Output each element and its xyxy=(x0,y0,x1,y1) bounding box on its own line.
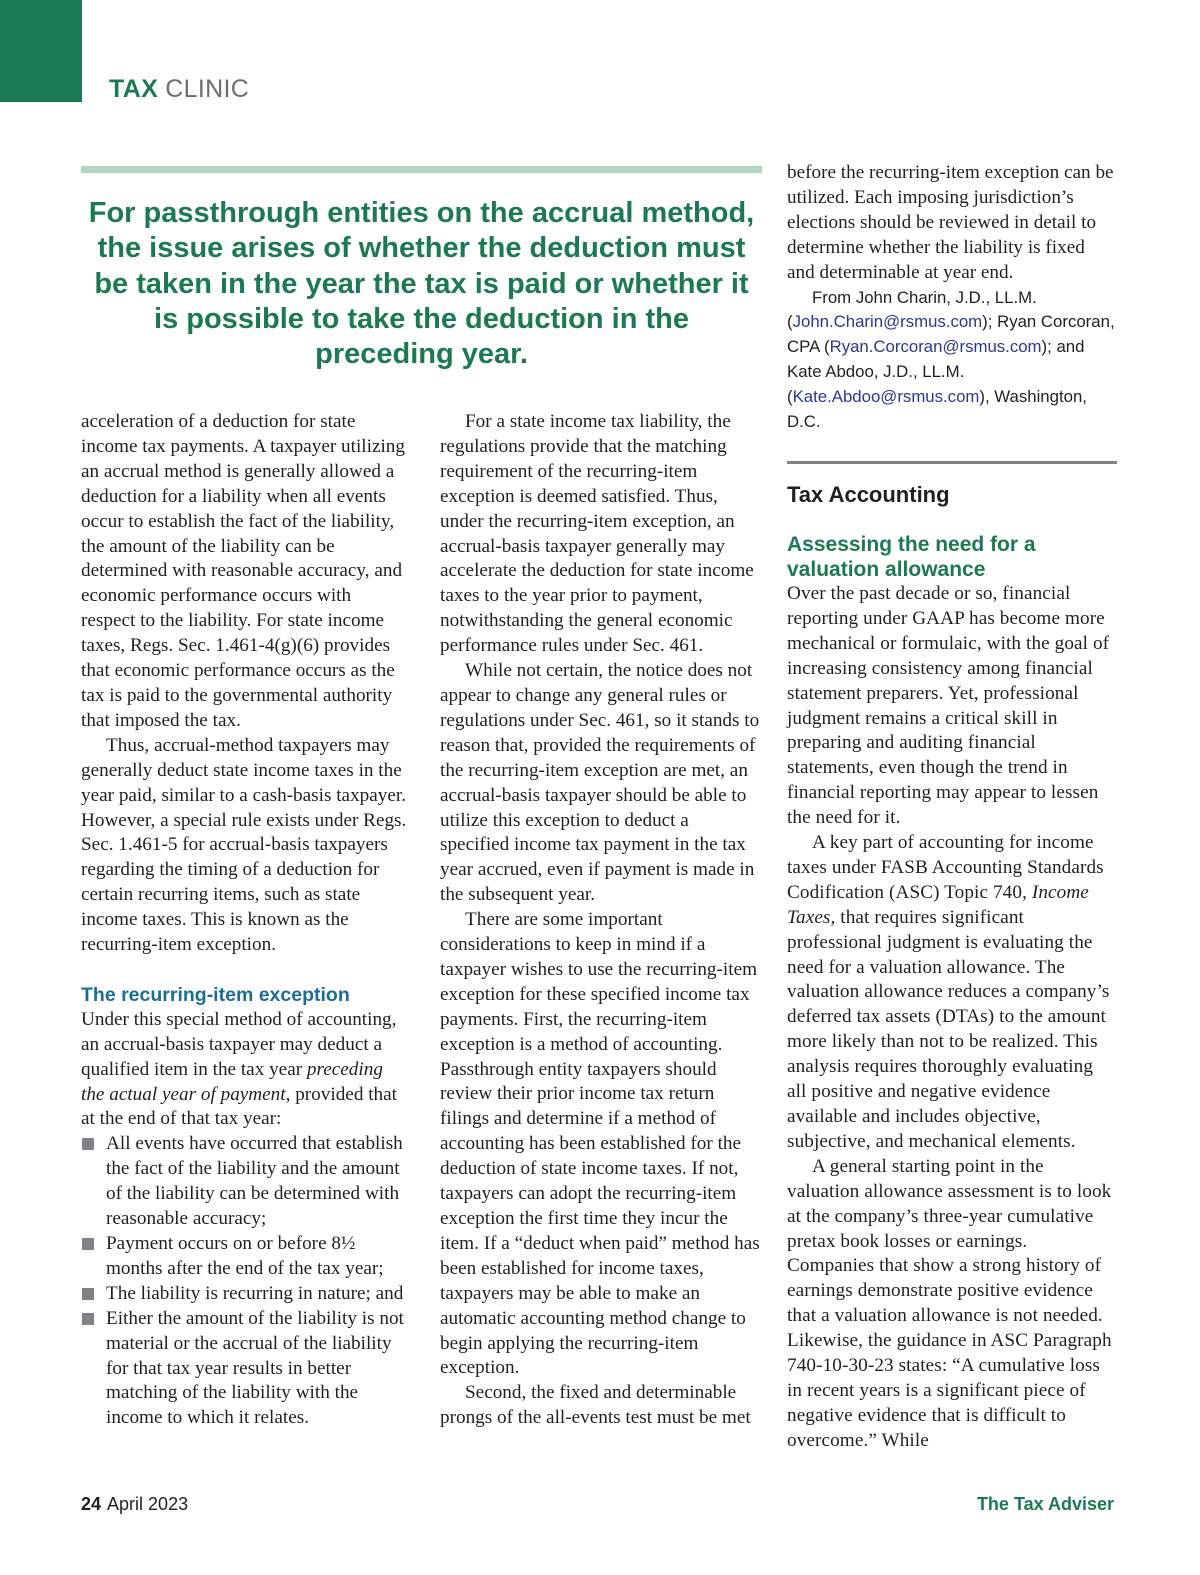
paragraph: A general starting point in the valuation allowance assessment is to look at the company’s three-year cumulative pretax book losses or earnings. Companies that show a strong history of earnings demonstrate positive evidence that a valuation allowance is not needed. Likewise, the guidance in ASC Paragraph 740-10-30-23 states: “A cumulative loss in recent years is a significant piece of negative evidence that is difficult to overcome.” While xyxy=(787,1155,1112,1451)
paragraph: Second, the fixed and determinable prongs of the all-events test must be met xyxy=(440,1382,751,1429)
list-item: The liability is recurring in nature; and xyxy=(81,1282,409,1307)
author-credit: From John Charin, J.D., LL.M. (John.Charin@rsmus.com); Ryan Corcoran, CPA (Ryan.Corcoran@rsmus.com); and Kate Abdoo, J.D., LL.M. (Kate.Abdoo@rsmus.com), Washington, D.C. xyxy=(787,287,1115,432)
list-item: All events have occurred that establish the fact of the liability and the amount of the liability can be determined with reasonable accuracy; xyxy=(81,1132,409,1232)
pull-quote-rule xyxy=(81,166,762,173)
list-item: Either the amount of the liability is not material or the accrual of the liability for that tax year results in better matching of the liability with the income to which it relates. xyxy=(81,1307,409,1432)
pull-quote: For passthrough entities on the accrual method, the issue arises of whether the deduction must be taken in the year the tax is paid or whether it is possible to take the deduction in the preceding year. xyxy=(88,197,755,371)
paragraph: Under this special method of accounting, an accrual-basis taxpayer may deduct a qualified item in the tax year preceding the actual year of payment, provided that at the end of that tax year: xyxy=(81,1008,397,1130)
email-link[interactable]: Ryan.Corcoran@rsmus.com xyxy=(829,337,1042,357)
email-link[interactable]: Kate.Abdoo@rsmus.com xyxy=(792,387,980,407)
section-header-light: CLINIC xyxy=(165,75,250,103)
publication-name: The Tax Adviser xyxy=(976,1494,1114,1514)
paragraph: Over the past decade or so, financial reporting under GAAP has become more mechanical or formulaic, with the goal of increasing consistency among financial statement preparers. Yet, professional judgment remains a critical skill in preparing and auditing financial statements, even though the trend in financial reporting may appear to lessen the need for it. xyxy=(787,582,1110,829)
header-color-block xyxy=(0,0,82,102)
bullet-square-icon xyxy=(82,1288,94,1300)
paragraph: acceleration of a deduction for state income tax payments. A taxpayer utilizing an accrual method is generally allowed a deduction for a liability when all events occur to establish the fact of the liability, the amount of the liability can be determined with reasonable accuracy, and economic performance occurs with respect to the liability. For state income taxes, Regs. Sec. 1.461-4(g)(6) provides that economic performance occurs as the tax is paid to the governmental authority that imposed the tax. xyxy=(81,411,405,731)
section-divider xyxy=(787,461,1117,464)
paragraph: before the recurring-item exception can be utilized. Each imposing jurisdiction’s elections should be reviewed in detail to determine whether the liability is fixed and determinable at year end. xyxy=(787,162,1114,283)
bullet-square-icon xyxy=(82,1313,94,1325)
requirements-list xyxy=(81,1132,409,1431)
paragraph: Thus, accrual-method taxpayers may generally deduct state income taxes in the year paid, similar to a cash-basis taxpayer. However, a special rule exists under Regs. Sec. 1.461-5 for accrual-basis taxpayers regarding the timing of a deduction for certain recurring items, such as state income taxes. This is known as the recurring-item exception. xyxy=(81,734,407,956)
paragraph: A key part of accounting for income taxes under FASB Accounting Standards Codification (ASC) Topic 740, Income Taxes, that requires significant professional judgment is evaluating the need for a valuation allowance. The valuation allowance reduces a company’s deferred tax assets (DTAs) to the amount more likely than not to be realized. This analysis requires thoroughly evaluating all positive and negative evidence available and includes objective, subjective, and mechanical elements. xyxy=(787,832,1110,1152)
paragraph: While not certain, the notice does not appear to change any general rules or regulations under Sec. 461, so it stands to reason that, provided the requirements of the recurring-item exception are met, an accrual-basis taxpayer should be able to utilize this exception to deduct a specified income tax payment in the tax year accrued, even if payment is made in the subsequent year. xyxy=(440,660,760,906)
bullet-square-icon xyxy=(82,1238,94,1250)
section-header-strong: TAX xyxy=(109,75,159,103)
page-number: 24 xyxy=(81,1494,102,1514)
section-subtitle: Assessing the need for a valuation allowance xyxy=(787,532,1036,581)
section-title: Tax Accounting xyxy=(787,481,950,507)
list-item: Payment occurs on or before 8½ months after the end of the tax year; xyxy=(81,1232,409,1282)
email-link[interactable]: John.Charin@rsmus.com xyxy=(792,312,983,332)
issue-date: April 2023 xyxy=(107,1494,189,1514)
column-2 xyxy=(440,410,760,1431)
section-header xyxy=(109,75,249,104)
subheading-recurring-item: The recurring-item exception xyxy=(81,983,350,1006)
footer-page-info xyxy=(81,1494,188,1515)
bullet-square-icon xyxy=(82,1138,94,1150)
column-1 xyxy=(81,410,409,1431)
column-3 xyxy=(787,161,1117,1454)
paragraph: For a state income tax liability, the regulations provide that the matching requirement of the recurring-item exception is deemed satisfied. Thus, under the recurring-item exception, an accrual-basis taxpayer generally may accelerate the deduction for state income taxes to the year prior to payment, notwithstanding the general economic performance rules under Sec. 461. xyxy=(440,411,754,657)
paragraph: There are some important considerations to keep in mind if a taxpayer wishes to use the recurring-item exception for these specified income tax payments. First, the recurring-item exception is a method of accounting. Passthrough entity taxpayers should review their prior income tax return filings and determine if a method of accounting has been established for the deduction of state income taxes. If not, taxpayers can adopt the recurring-item exception the first time they incur the item. If a “deduct when paid” method has been established for income taxes, taxpayers may be able to make an automatic accounting method change to begin applying the recurring-item exception. xyxy=(440,909,760,1379)
